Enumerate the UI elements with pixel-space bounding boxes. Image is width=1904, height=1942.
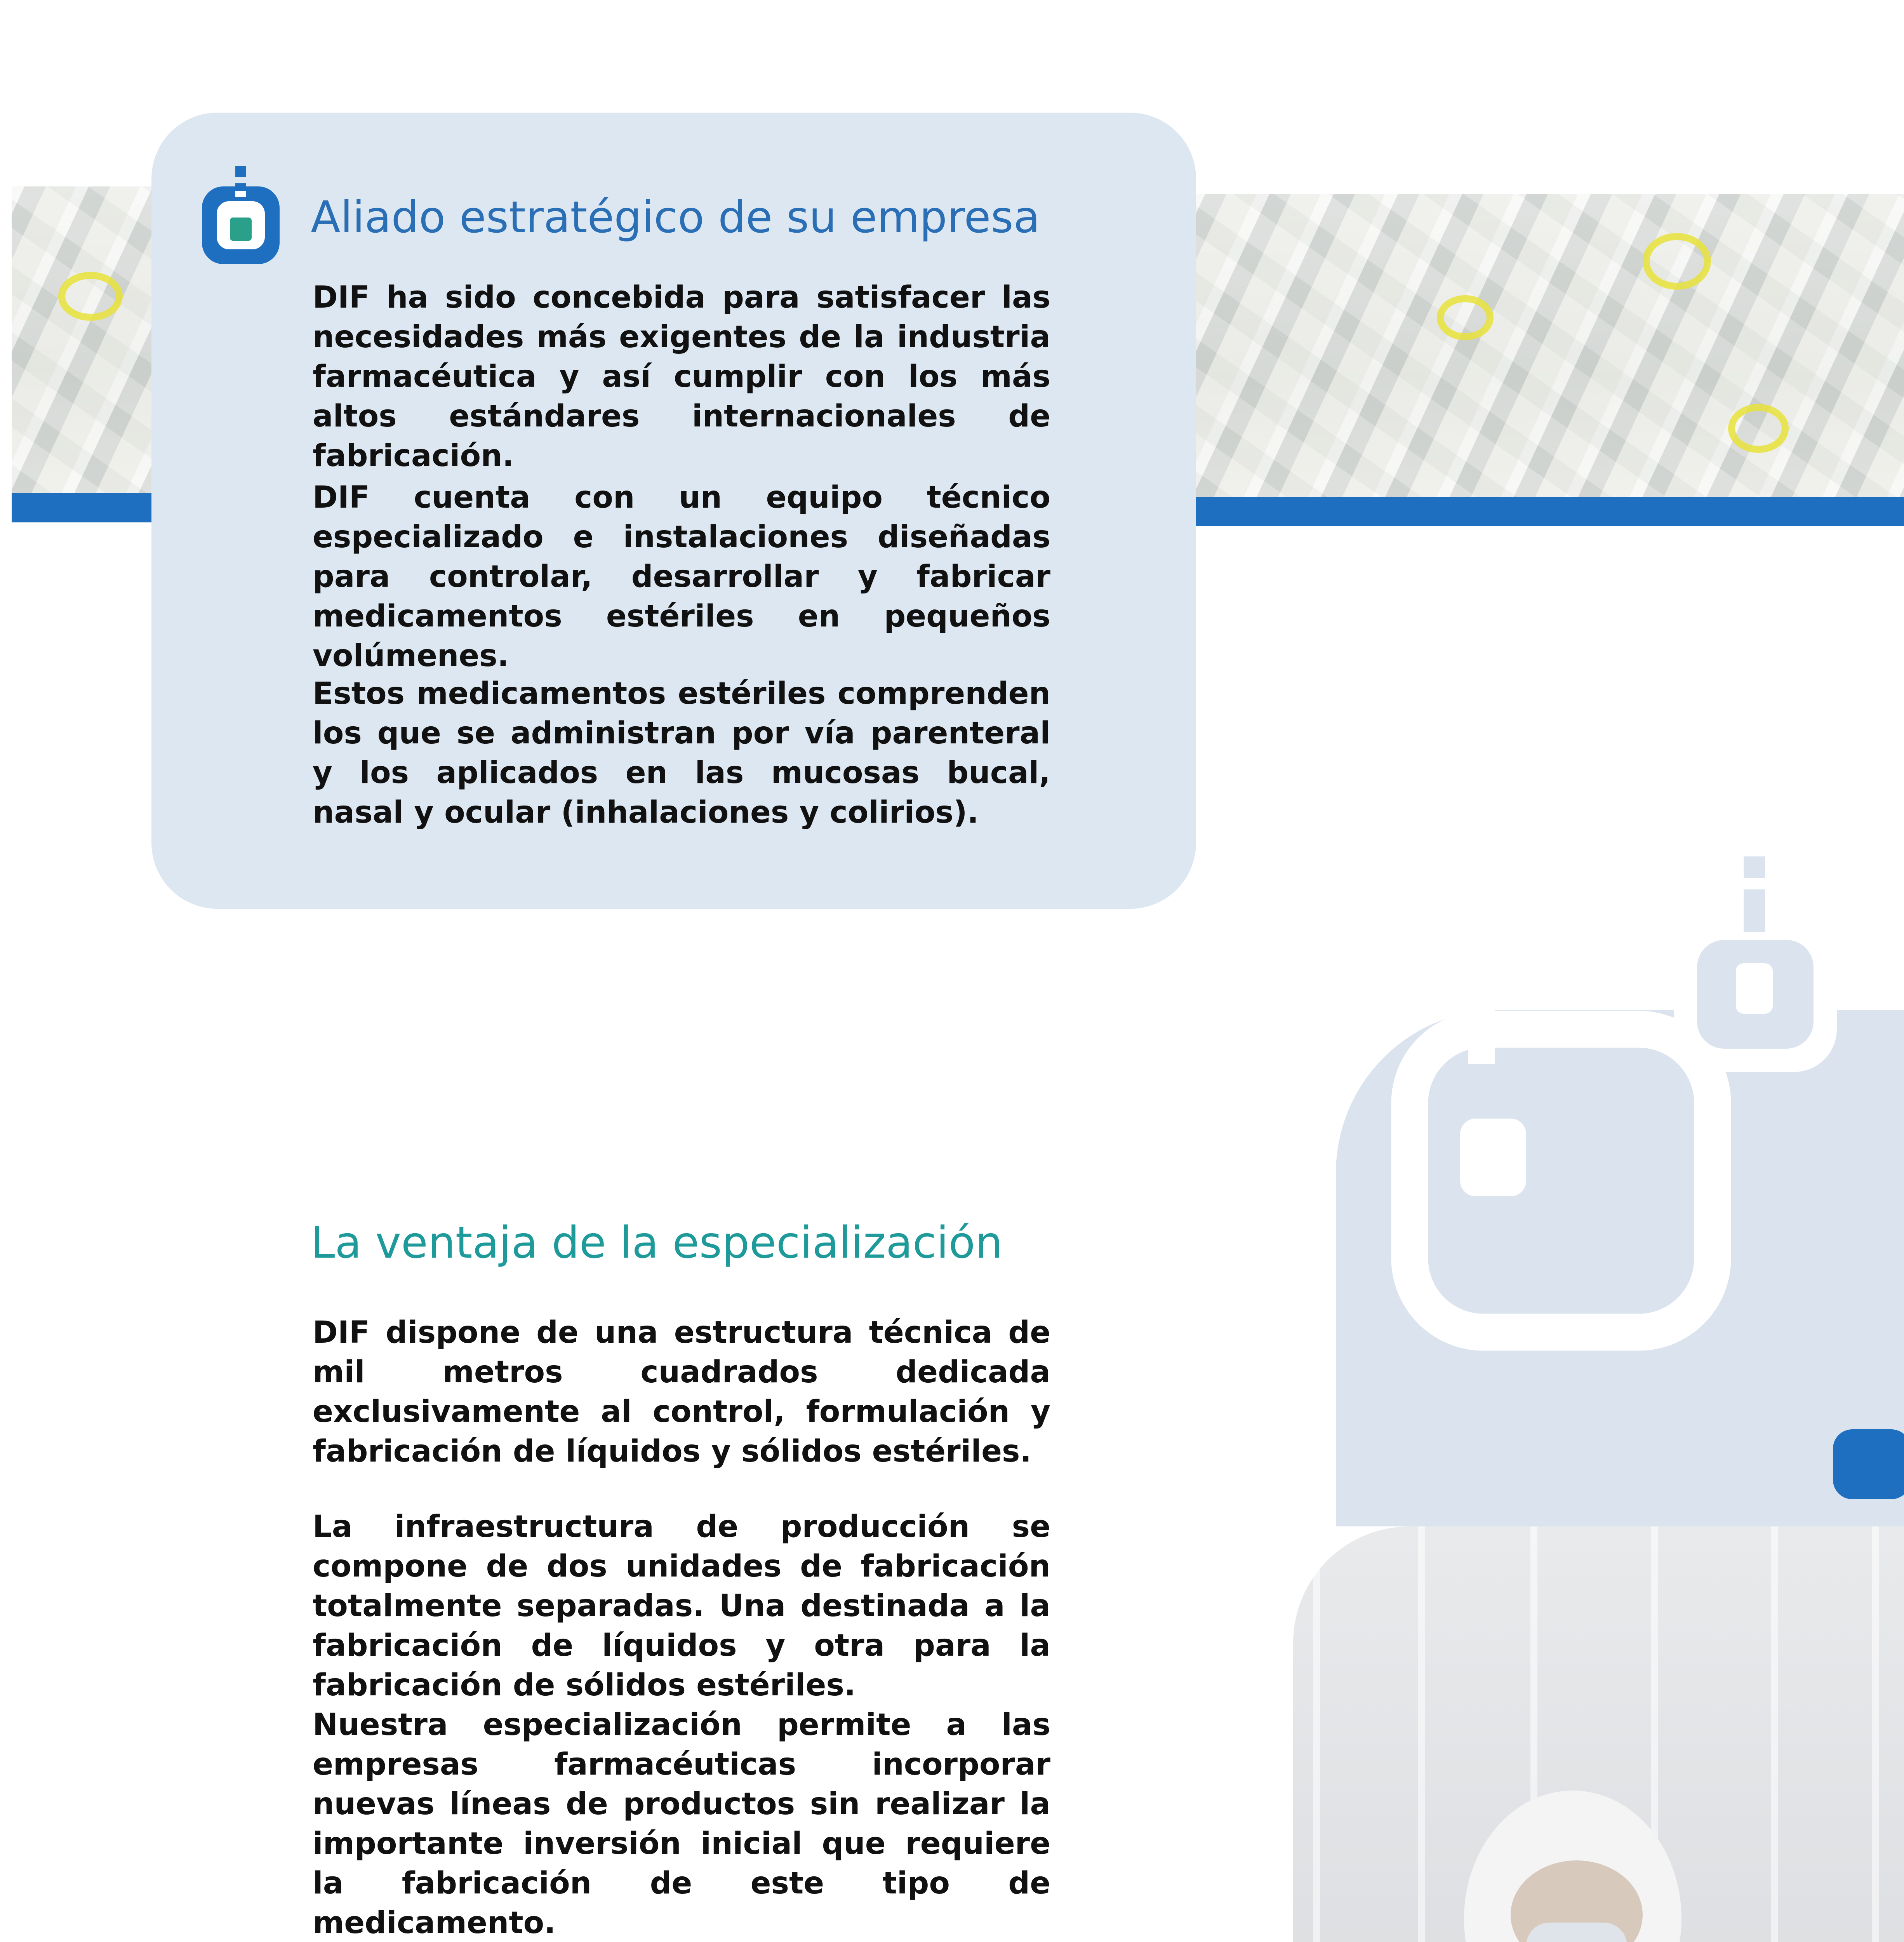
section1-paragraph: DIF cuenta con un equipo técnico especializado e instalaciones diseñadas para controlar, desarrollar y fabricar medicamentos estériles en pequeños volúmenes. [313,480,1050,673]
section2-paragraph: La infraestructura de producción se compone de dos unidades de fabricación totalmente separadas. Una destinada a la fabricación de líquidos y otra para la fabricación de sólidos estériles. [313,1509,1050,1703]
ampoule-ring [58,272,123,321]
ampoules-photo-left [12,186,159,493]
ampoule-ring [1437,295,1494,340]
section1-paragraph: DIF ha sido concebida para satisfacer las necesidades más exigentes de la industria farmacéutica y así cumplir con los más altos estándares internacionales de fabricación. [313,280,1050,473]
section1-title: Aliado estratégico de su empresa [311,192,1040,243]
dif-emblem-icon [1332,847,1904,1526]
section2-title: La ventaja de la especialización [311,1218,1003,1268]
ampoule-ring [1728,404,1789,453]
ampoule-ring [1643,233,1711,290]
section2-paragraph: Nuestra especialización permite a las empresas farmacéuticas incorporar nuevas líneas de productos sin realizar la importante inversión inicial que requiere la fabricación de este tipo de medicamento. [313,1707,1050,1940]
dif-logo-icon [194,159,287,272]
blue-band-right [1192,497,1904,526]
section2-paragraph: DIF dispone de una estructura técnica de mil metros cuadrados dedicada exclusivamente al control, formulación y fabricación de líquidos y sólidos estériles. [313,1315,1050,1469]
section1-paragraph: Estos medicamentos estériles comprenden los que se administran por vía parenteral y los aplicados en las mucosas bucal, nasal y ocular (inhalaciones y colirios). [313,676,1050,830]
ampoules-photo-right [1192,194,1904,497]
cleanroom-photo [1293,1526,1904,1942]
blue-band-left [12,493,159,522]
